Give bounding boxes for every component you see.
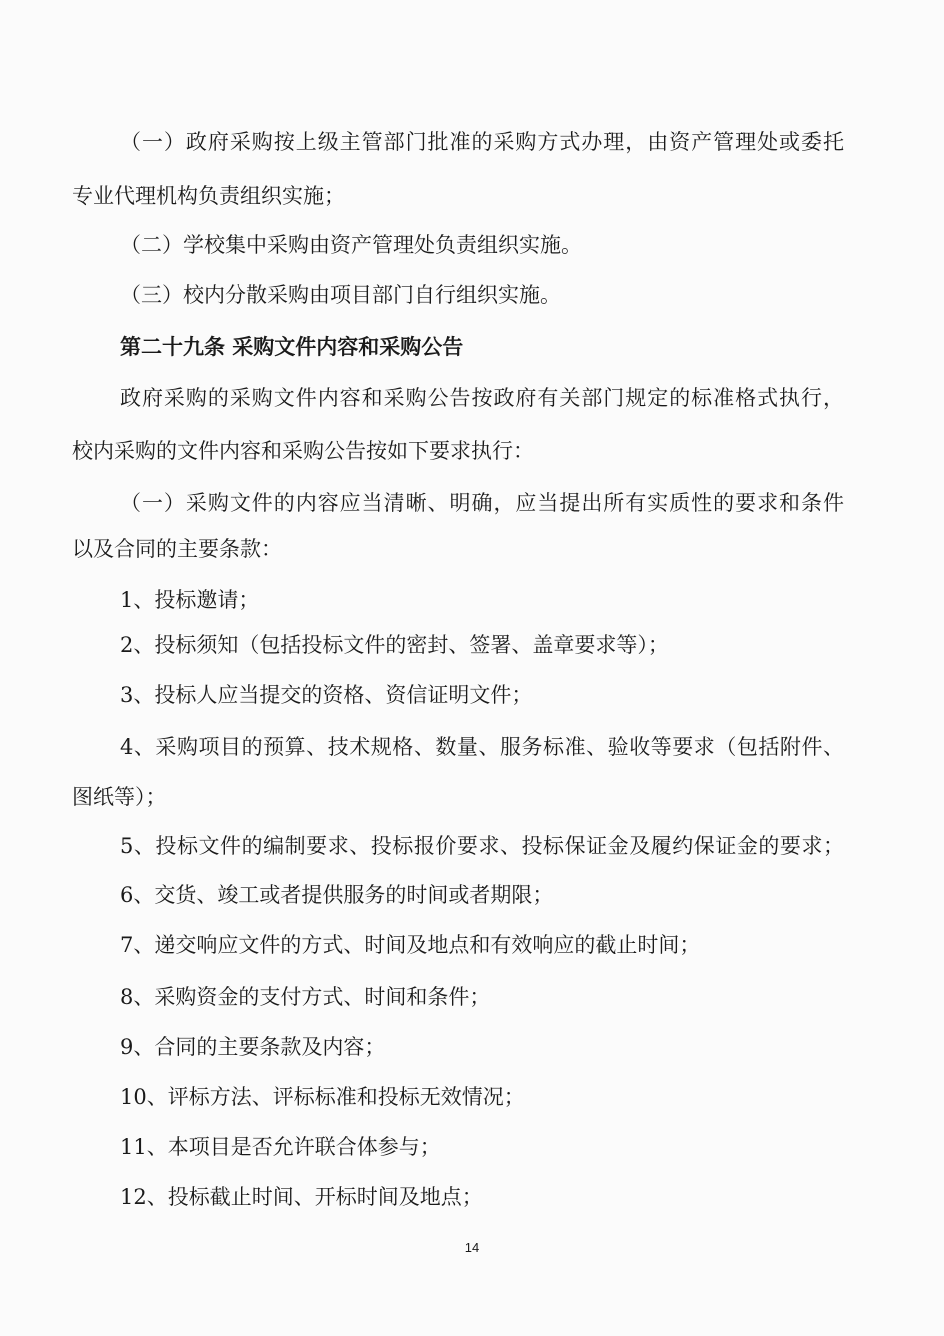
text-line: （三）校内分散采购由项目部门自行组织实施。: [120, 283, 561, 307]
list-item: 12、投标截止时间、开标时间及地点；: [120, 1185, 483, 1209]
text-line: （一）政府采购按上级主管部门批准的采购方式办理，由资产管理处或委托: [120, 130, 844, 154]
list-item: 8、采购资金的支付方式、时间和条件；: [120, 985, 491, 1009]
text-line: 校内采购的文件内容和采购公告按如下要求执行：: [72, 439, 534, 463]
list-item: 6、交货、竣工或者提供服务的时间或者期限；: [120, 883, 554, 907]
list-item: 11、本项目是否允许联合体参与；: [120, 1135, 441, 1159]
list-item: 10、评标方法、评标标准和投标无效情况；: [120, 1085, 525, 1109]
list-item: 5、投标文件的编制要求、投标报价要求、投标保证金及履约保证金的要求；: [120, 834, 844, 858]
list-item: 1、投标邀请；: [120, 588, 260, 612]
list-item: 4、采购项目的预算、技术规格、数量、服务标准、验收等要求（包括附件、: [120, 735, 844, 759]
list-item: 2、投标须知（包括投标文件的密封、签署、盖章要求等）；: [120, 633, 669, 657]
page-number: 14: [464, 1240, 480, 1255]
text-line: 以及合同的主要条款：: [72, 537, 282, 561]
list-item: 3、投标人应当提交的资格、资信证明文件；: [120, 683, 533, 707]
article-heading: 第二十九条 采购文件内容和采购公告: [120, 334, 464, 359]
text-line: 图纸等）；: [72, 785, 167, 809]
text-line: （一）采购文件的内容应当清晰、明确，应当提出所有实质性的要求和条件: [120, 491, 844, 515]
text-line: 政府采购的采购文件内容和采购公告按政府有关部门规定的标准格式执行，: [120, 386, 844, 410]
text-line: 专业代理机构负责组织实施；: [72, 184, 345, 208]
list-item: 9、合同的主要条款及内容；: [120, 1035, 386, 1059]
text-line: （二）学校集中采购由资产管理处负责组织实施。: [120, 233, 582, 257]
list-item: 7、递交响应文件的方式、时间及地点和有效响应的截止时间；: [120, 933, 701, 957]
